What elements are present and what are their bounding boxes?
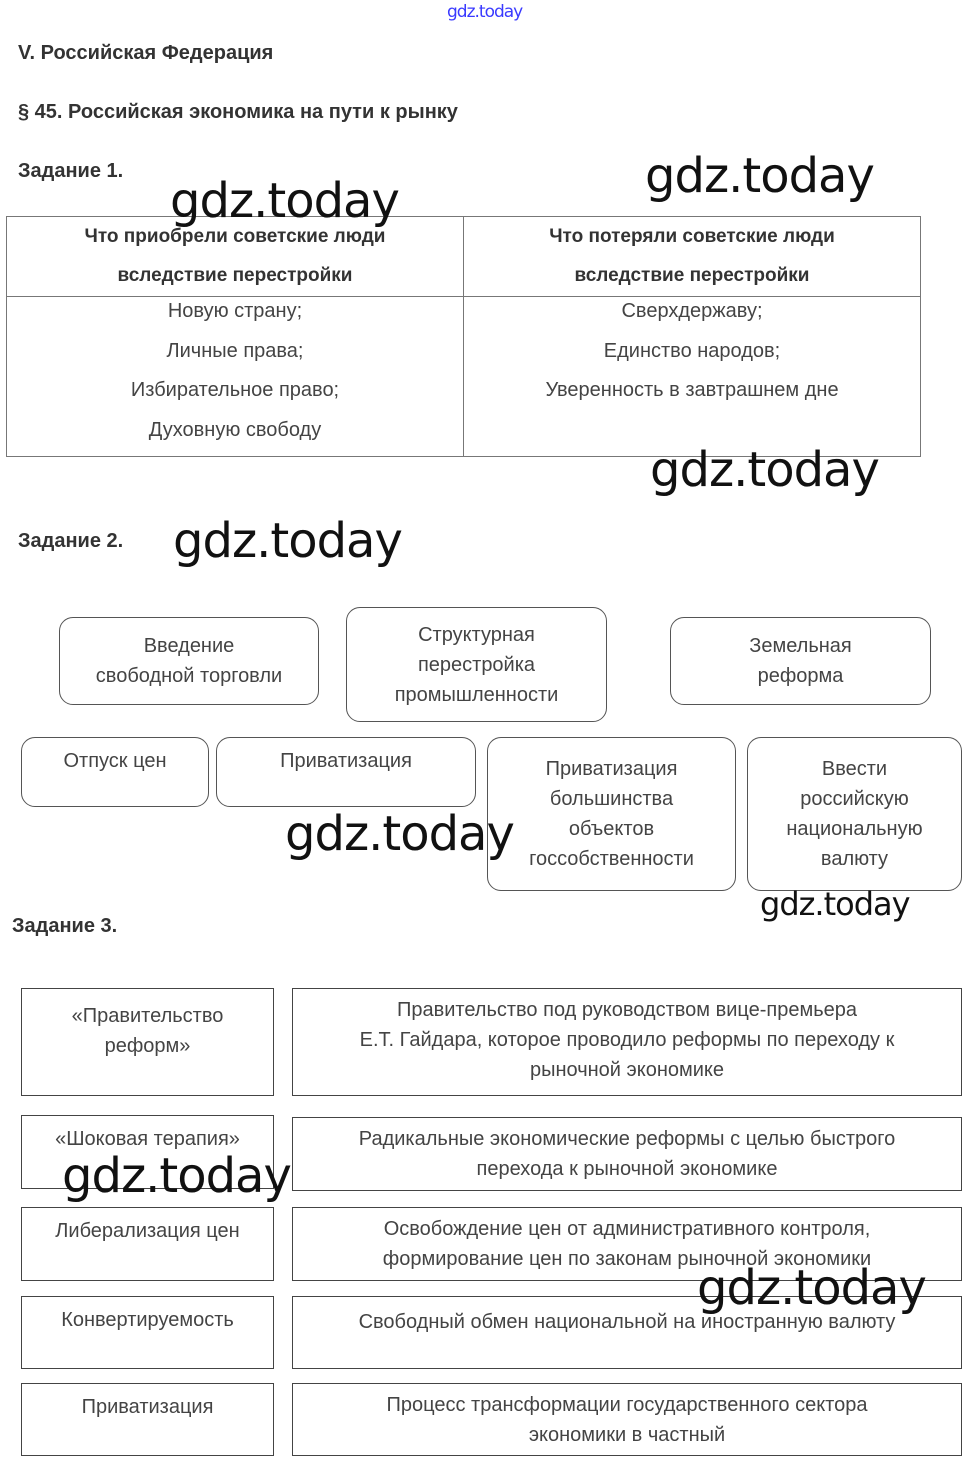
task2-label: Задание 2. [18,530,124,552]
definition-box: Освобождение цен от административного контроля, формирование цен по законам рыночной экономики [292,1207,962,1281]
reform-box: Приватизация большинства объектов госсобственности [487,737,736,891]
list-item: Уверенность в завтрашнем дне [545,379,839,401]
task3-label: Задание 3. [12,915,118,937]
definition-box: Правительство под руководством вице-премьера Е.Т. Гайдара, которое проводило реформы по переходу к рыночной экономике [292,988,962,1096]
lost-cell [464,297,921,457]
term-box: «Шоковая терапия» [21,1115,274,1189]
definition-box: Процесс трансформации государственного сектора экономики в частный [292,1383,962,1456]
reform-box: Введение свободной торговли [59,617,319,705]
table-header-lost: Что потеряли советские люди вследствие перестройки [464,217,921,297]
task1-table [6,216,921,457]
reform-box: Ввести российскую национальную валюту [747,737,962,891]
task1-label: Задание 1. [18,160,124,182]
term-box: Либерализация цен [21,1207,274,1281]
list-item: Избирательное право; [130,379,340,401]
definition-box: Радикальные экономические реформы с целью быстрого перехода к рыночной экономике [292,1117,962,1191]
watermark: gdz.today [173,513,402,569]
definition-box: Свободный обмен национальной на иностранную валюту [292,1296,962,1369]
watermark: gdz.today [285,806,514,862]
watermark-top: gdz.today [447,2,523,22]
reform-box: Земельная реформа [670,617,931,705]
watermark: gdz.today [760,885,910,923]
watermark: gdz.today [697,1260,926,1316]
list-item: Личные права; [166,339,304,362]
table-header-gained: Что приобрели советские люди вследствие перестройки [7,217,464,297]
watermark: gdz.today [170,173,399,229]
list-item: Единство народов; [603,339,781,362]
watermark: gdz.today [650,442,879,498]
list-item: Духовную свободу [148,418,322,441]
list-item: Новую страну; [167,300,303,322]
gained-cell [7,297,464,457]
reform-box: Структурная перестройка промышленности [346,607,607,722]
section-title: § 45. Российская экономика на пути к рынку [18,101,458,123]
reform-box: Отпуск цен [21,737,209,807]
term-box: Приватизация [21,1383,274,1456]
term-box: «Правительство реформ» [21,988,274,1096]
list-item: Сверхдержаву; [621,300,763,322]
chapter-title: V. Российская Федерация [18,42,274,64]
reform-box: Приватизация [216,737,476,807]
term-box: Конвертируемость [21,1296,274,1369]
watermark: gdz.today [62,1148,291,1204]
watermark: gdz.today [645,148,874,204]
